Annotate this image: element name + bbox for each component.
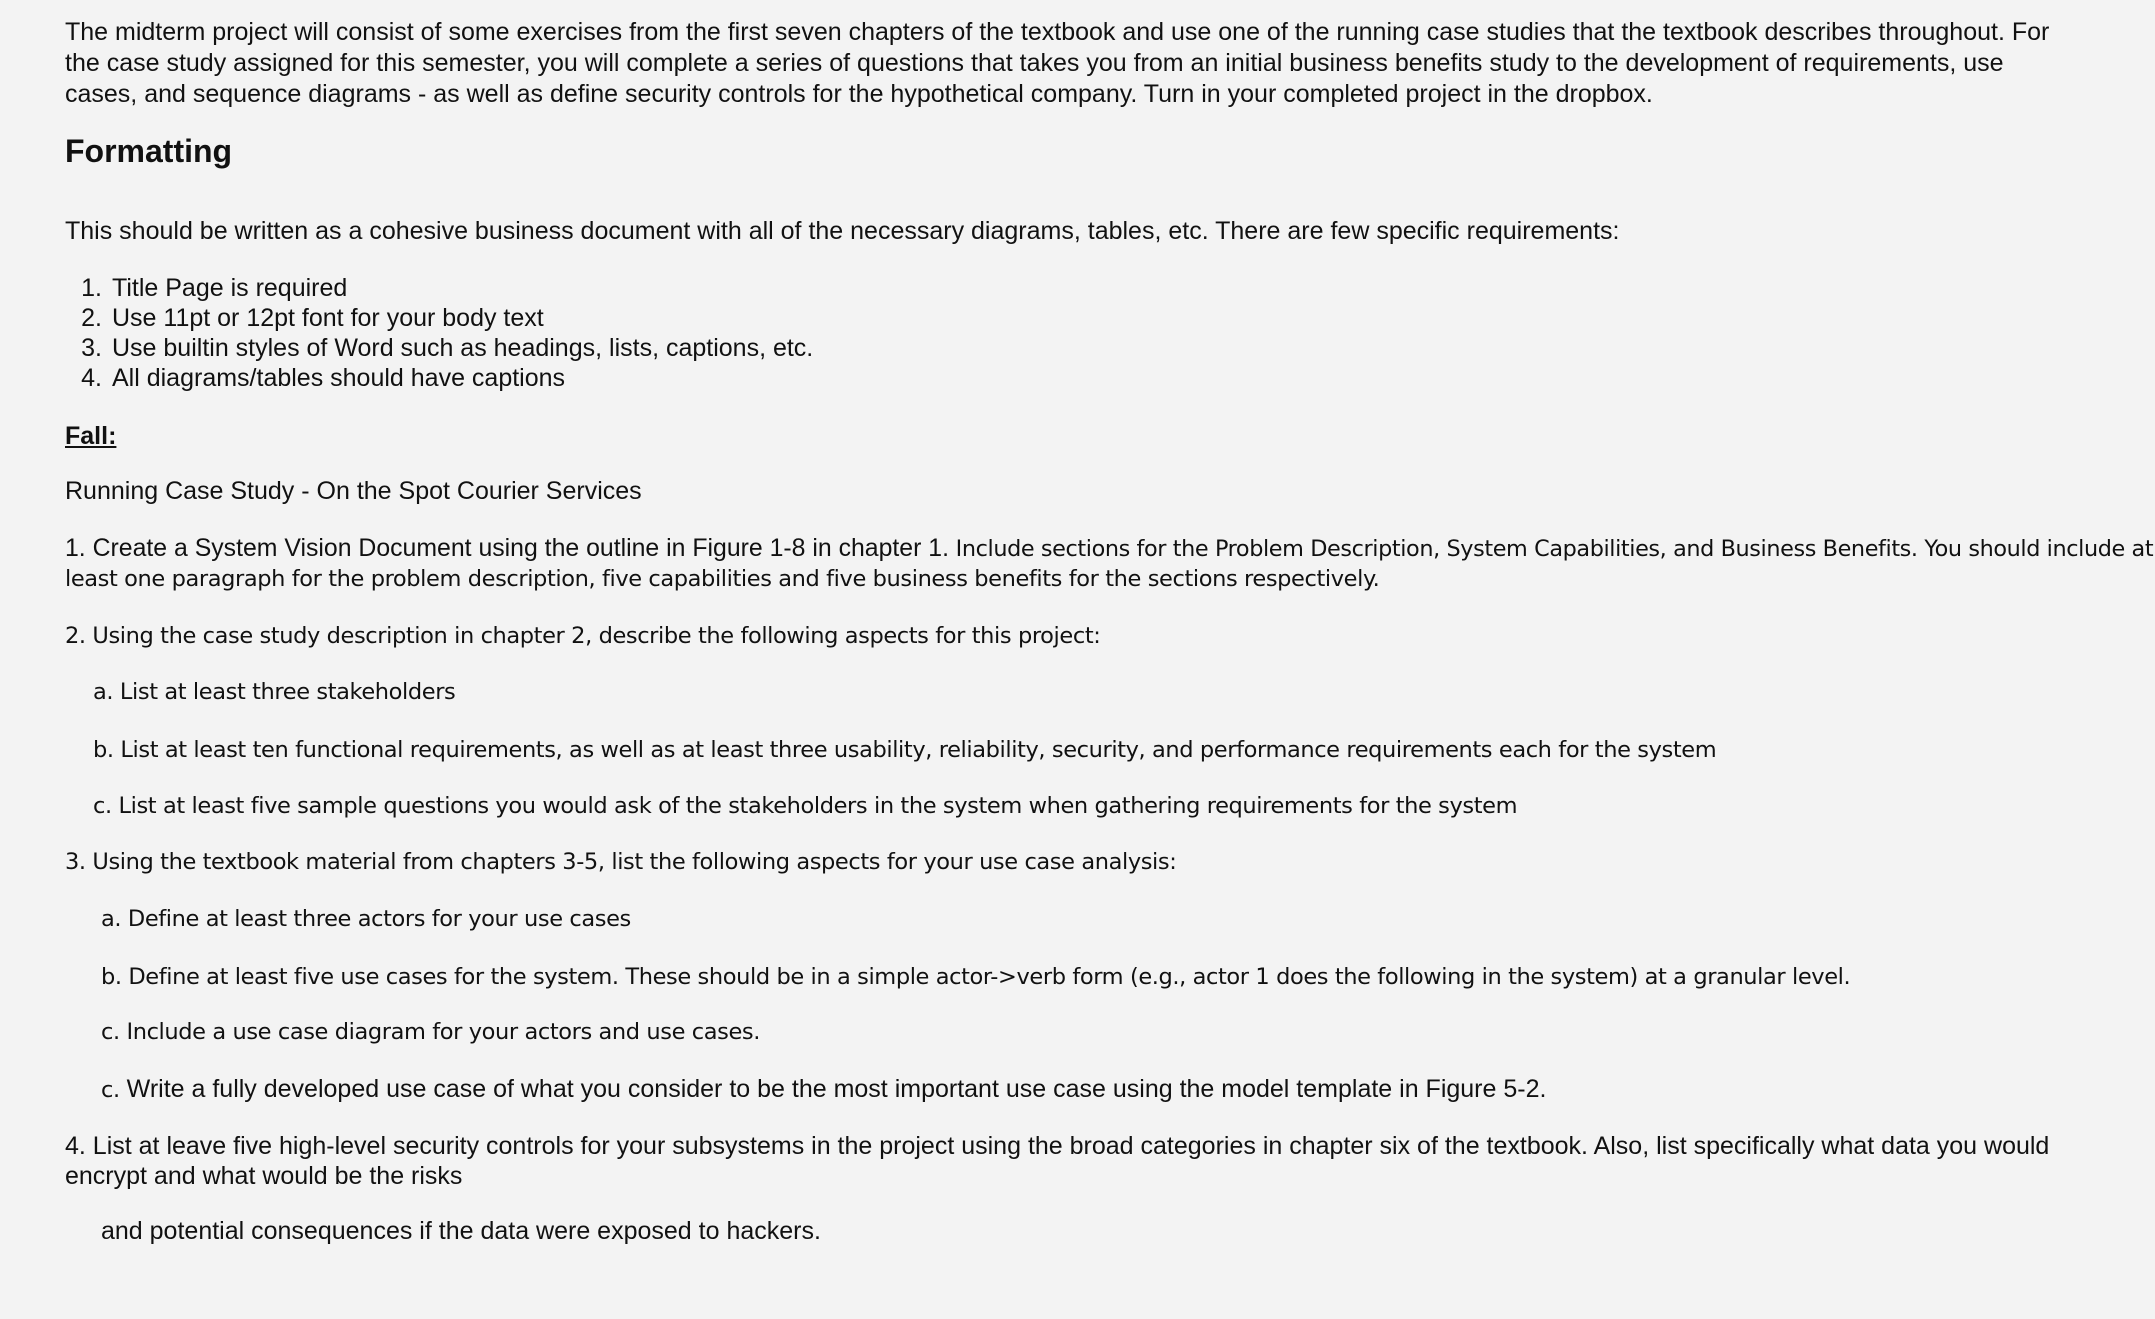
list-text: Use builtin styles of Word such as headings, lists, captions, etc. (112, 334, 814, 362)
list-text: All diagrams/tables should have captions (112, 364, 566, 392)
list-number: 4. (81, 364, 102, 392)
question-2: 2. Using the case study description in chapter 2, describe the following aspects for this project: (65, 623, 1101, 649)
question-1-rest: Include sections for the Problem Description, System Capabilities, and Business Benefits. You should include at (948, 536, 2154, 562)
question-3: 3. Using the textbook material from chapters 3-5, list the following aspects for your use case analysis: (65, 849, 1177, 875)
intro-line-1: The midterm project will consist of some exercises from the first seven chapters of the textbook and use one of the running case studies that the textbook describes throughout. For (65, 18, 2050, 46)
question-3d-text: Write a fully developed use case of what you consider to be the most important use case using the model template in Figure 5-2. (119, 1075, 1547, 1103)
intro-line-3: cases, and sequence diagrams - as well as define security controls for the hypothetical company. Turn in your completed project in the dropbox. (65, 80, 1653, 108)
list-text: Title Page is required (112, 274, 348, 302)
list-item (65, 333, 813, 364)
fall-label: Fall: (65, 422, 117, 450)
list-item (65, 273, 347, 304)
question-3c: c. Include a use case diagram for your actors and use cases. (101, 1019, 760, 1045)
list-item (65, 363, 565, 394)
question-2b: b. List at least ten functional requirements, as well as at least three usability, reliability, security, and performance requirements each for the system (93, 737, 1717, 763)
case-study-title: Running Case Study - On the Spot Courier Services (65, 477, 642, 505)
question-3b: b. Define at least five use cases for the system. These should be in a simple actor->verb form (e.g., actor 1 does the following in the system) at a granular level. (101, 964, 1851, 990)
question-4-line-2: encrypt and what would be the risks (65, 1162, 463, 1190)
question-2c: c. List at least five sample questions you would ask of the stakeholders in the system when gathering requirements for the system (93, 793, 1518, 819)
question-4-line-1: 4. List at leave five high-level security controls for your subsystems in the project using the broad categories in chapter six of the textbook. Also, list specifically what data you would (65, 1132, 2050, 1160)
intro-line-2: the case study assigned for this semester, you will complete a series of questions that takes you from an initial business benefits study to the development of requirements, use (65, 49, 2004, 77)
list-item (65, 303, 544, 334)
question-3a: a. Define at least three actors for your use cases (101, 906, 631, 932)
question-3d (101, 1074, 1546, 1106)
question-4-line-3: and potential consequences if the data were exposed to hackers. (101, 1217, 821, 1245)
list-text: Use 11pt or 12pt font for your body text (112, 304, 544, 332)
list-number: 1. (81, 274, 102, 302)
question-1-line-1 (65, 533, 2153, 565)
question-3d-prefix: c. (101, 1077, 120, 1103)
formatting-intro: This should be written as a cohesive business document with all of the necessary diagrams, tables, etc. There are few specific requirements: (65, 217, 1620, 245)
formatting-heading: Formatting (65, 133, 233, 169)
question-1-line-2: least one paragraph for the problem description, five capabilities and five business benefits for the sections respectively. (65, 566, 1380, 592)
list-number: 3. (81, 334, 102, 362)
question-2a: a. List at least three stakeholders (93, 679, 456, 705)
question-1-lead: 1. Create a System Vision Document using the outline in Figure 1-8 in chapter 1. (65, 534, 949, 562)
list-number: 2. (81, 304, 102, 332)
